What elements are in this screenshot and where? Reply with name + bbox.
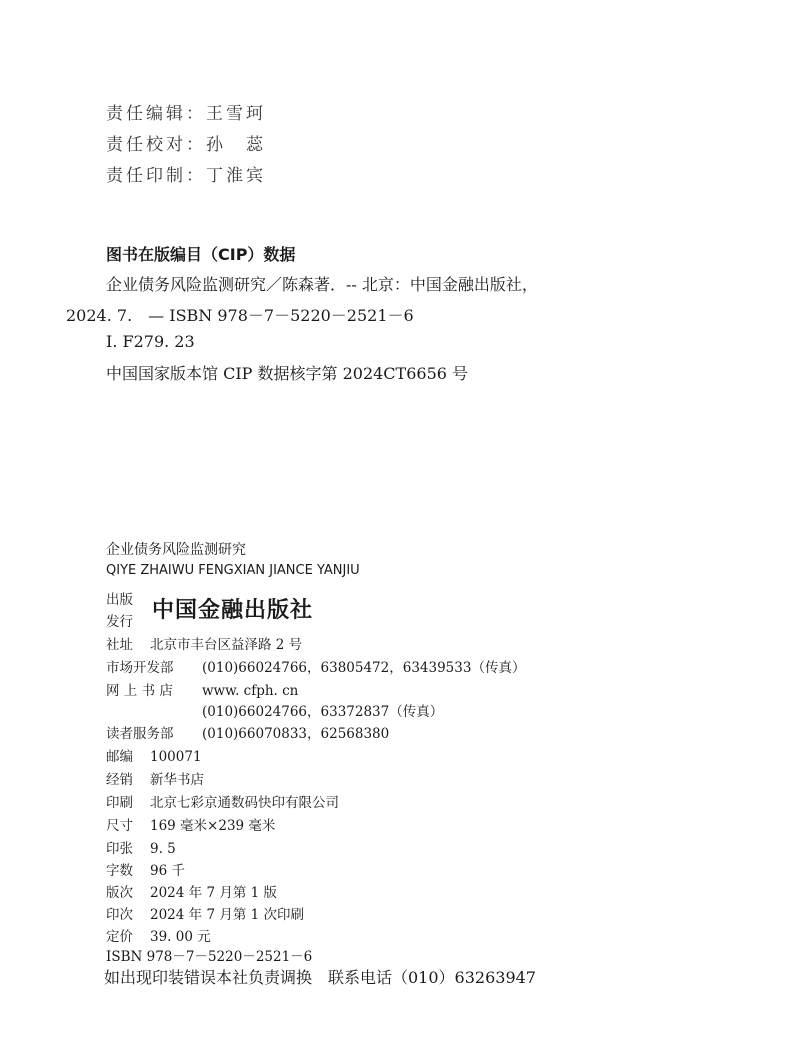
imprint-key: 版次 (106, 885, 133, 901)
imprint-key: 字数 (106, 863, 133, 879)
imprint-row-wordcount (106, 859, 185, 879)
book-title-pinyin: QIYE ZHAIWU FENGXIAN JIANCE YANJIU (106, 563, 360, 578)
cip-line-3: Ⅰ. F279. 23 (106, 332, 195, 351)
book-title-cn: 企业债务风险监测研究 (106, 542, 246, 558)
imprint-key: 印张 (106, 841, 133, 857)
staff-row-proofreader (106, 130, 266, 155)
staff-label: 责任编辑： (106, 104, 206, 124)
imprint-value: 100071 (150, 749, 202, 765)
imprint-key: 定价 (106, 929, 133, 945)
staff-row-editor (106, 99, 266, 124)
publisher-logo: 中国金融出版社 (152, 597, 314, 623)
imprint-key: 社址 (106, 637, 133, 653)
imprint-row-address (106, 633, 302, 653)
cip-line-4: 中国国家版本馆 CIP 数据核字第 2024CT6656 号 (106, 364, 469, 383)
staff-value: 王雪珂 (206, 104, 266, 124)
imprint-key: 读者服务部 (106, 726, 174, 742)
staff-label: 责任印制： (106, 166, 206, 186)
cip-line-2: 2024. 7. — ISBN 978－7－5220－2521－6 (66, 306, 414, 325)
staff-label: 责任校对： (106, 135, 206, 155)
imprint-row-distributor (106, 768, 204, 788)
imprint-row-edition (106, 881, 277, 901)
imprint-value: 2024 年 7 月第 1 次印刷 (150, 907, 304, 923)
imprint-value: (010)66024766，63372837（传真） (202, 704, 444, 720)
imprint-value: (010)66070833，62568380 (202, 726, 390, 742)
imprint-row-size (106, 814, 275, 834)
imprint-row-sheets (106, 837, 176, 857)
imprint-isbn: ISBN 978－7－5220－2521－6 (106, 949, 313, 965)
cip-line-1: 企业债务风险监测研究／陈森著．-- 北京：中国金融出版社， (106, 275, 538, 294)
publisher-label-1: 出版 (106, 592, 133, 608)
imprint-row-online-store (106, 679, 298, 699)
imprint-key: 尺寸 (106, 818, 133, 834)
imprint-key: 市场开发部 (106, 660, 174, 676)
imprint-row-printer (106, 791, 339, 811)
imprint-value: 新华书店 (150, 772, 204, 788)
imprint-value: 39. 00 元 (150, 929, 211, 945)
imprint-key: 印次 (106, 907, 133, 923)
imprint-row-price (106, 925, 211, 945)
publisher-label-2: 发行 (106, 614, 133, 630)
staff-row-print-supervisor (106, 161, 266, 186)
imprint-row-postcode (106, 745, 202, 765)
imprint-value: 北京市丰台区益泽路 2 号 (150, 637, 303, 653)
imprint-value: www. cfph. cn (202, 683, 299, 699)
imprint-value: (010)66024766，63805472，63439533（传真） (202, 660, 526, 676)
imprint-value: 96 千 (150, 863, 185, 879)
imprint-key: 邮编 (106, 749, 133, 765)
imprint-value: 9. 5 (150, 841, 176, 857)
imprint-key: 印刷 (106, 795, 133, 811)
imprint-row-printing (106, 903, 304, 923)
footer-note: 如出现印装错误本社负责调换 联系电话（010）63263947 (104, 968, 536, 987)
cip-heading: 图书在版编目（CIP）数据 (106, 245, 296, 264)
imprint-value: 169 毫米×239 毫米 (150, 818, 276, 834)
imprint-value: 2024 年 7 月第 1 版 (150, 885, 277, 901)
imprint-row-online-phone (106, 700, 443, 720)
imprint-key: 经销 (106, 772, 133, 788)
staff-value: 孙 蕊 (206, 135, 266, 155)
imprint-key: 网 上 书 店 (106, 683, 173, 699)
imprint-value: 北京七彩京通数码快印有限公司 (150, 795, 339, 811)
staff-value: 丁淮宾 (206, 166, 266, 186)
imprint-row-reader-service (106, 722, 389, 742)
imprint-row-marketing (106, 656, 525, 676)
